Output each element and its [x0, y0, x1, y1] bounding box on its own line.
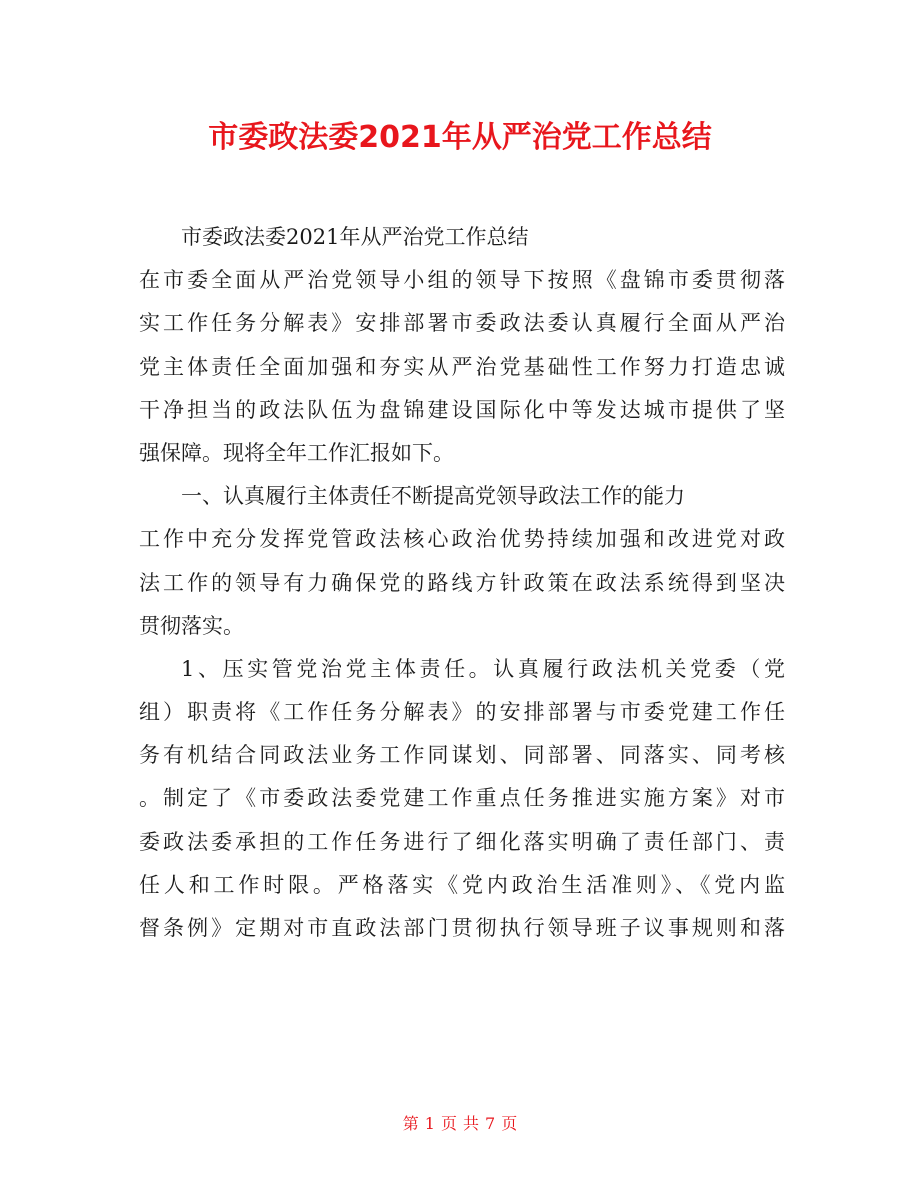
text-line: 委政法委承担的工作任务进行了细化落实明确了责任部门、责: [139, 829, 785, 854]
text-line: 任人和工作时限。严格落实《党内政治生活准则》、《党内监: [139, 872, 785, 897]
text-line: 干净担当的政法队伍为盘锦建设国际化中等发达城市提供了坚: [139, 397, 785, 422]
text-line: 党主体责任全面加强和夯实从严治党基础性工作努力打造忠诚: [139, 354, 785, 379]
text-line: 强保障。现将全年工作汇报如下。: [139, 440, 454, 465]
text-line: 实工作任务分解表》安排部署市委政法委认真履行全面从严治: [139, 311, 785, 336]
text-line: 。制定了《市委政法委党建工作重点任务推进实施方案》对市: [139, 786, 785, 811]
footer-prefix: 第: [402, 1114, 419, 1133]
footer-total-word: 共: [463, 1114, 480, 1133]
document-title: 市委政法委2021年从严治党工作总结: [208, 120, 712, 155]
text-line: 在市委全面从严治党领导小组的领导下按照《盘锦市委贯彻落: [139, 268, 785, 293]
footer-total-pages: 7: [485, 1114, 496, 1133]
text-line: 市委政法委2021年从严治党工作总结: [181, 225, 529, 249]
footer-current-page: 1: [424, 1114, 435, 1133]
text-line: 督条例》定期对市直政法部门贯彻执行领导班子议事规则和落: [139, 916, 785, 940]
text-line: 一、认真履行主体责任不断提高党领导政法工作的能力: [181, 484, 685, 509]
text-line: 贯彻落实。: [139, 613, 244, 638]
footer-suffix: 页: [501, 1114, 518, 1133]
page-footer: [0, 1112, 920, 1136]
text-line: 1、压实管党治党主体责任。认真履行政法机关党委（党: [181, 656, 785, 681]
document-body: [139, 216, 785, 950]
footer-page-word: 页: [440, 1114, 457, 1133]
text-line: 务有机结合同政法业务工作同谋划、同部署、同落实、同考核: [139, 743, 785, 768]
text-line: 法工作的领导有力确保党的路线方针政策在政法系统得到坚决: [139, 570, 785, 595]
text-line: 组）职责将《工作任务分解表》的安排部署与市委党建工作任: [139, 700, 785, 725]
text-line: 工作中充分发挥党管政法核心政治优势持续加强和改进党对政: [139, 527, 785, 552]
